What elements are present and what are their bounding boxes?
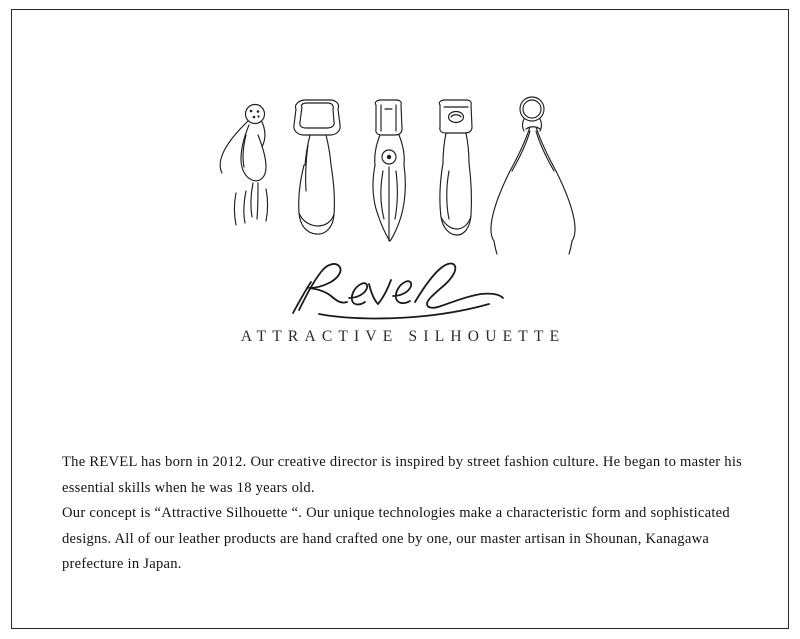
brand-tagline: ATTRACTIVE SILHOUETTE <box>240 328 566 345</box>
about-paragraph-2: Our concept is “Attractive Silhouette “. Our unique technologies make a characteristic form and sophisticated designs. All of our leather products are hand crafted one by one, our master artisan in Shounan, Kanagawa prefecture in Japan. <box>62 505 730 572</box>
tool-divider <box>491 97 575 254</box>
about-text <box>62 450 752 578</box>
tool-knife <box>373 100 405 241</box>
tools-illustration <box>200 95 600 275</box>
tool-beveler <box>439 100 472 235</box>
about-paragraph-1: The REVEL has born in 2012. Our creative director is inspired by street fashion culture. He began to master his essential skills when he was 18 years old. <box>62 454 743 496</box>
brand-logo <box>0 258 800 320</box>
brand-block <box>0 258 800 346</box>
tool-nippers <box>220 105 267 226</box>
tool-roller <box>294 100 340 234</box>
